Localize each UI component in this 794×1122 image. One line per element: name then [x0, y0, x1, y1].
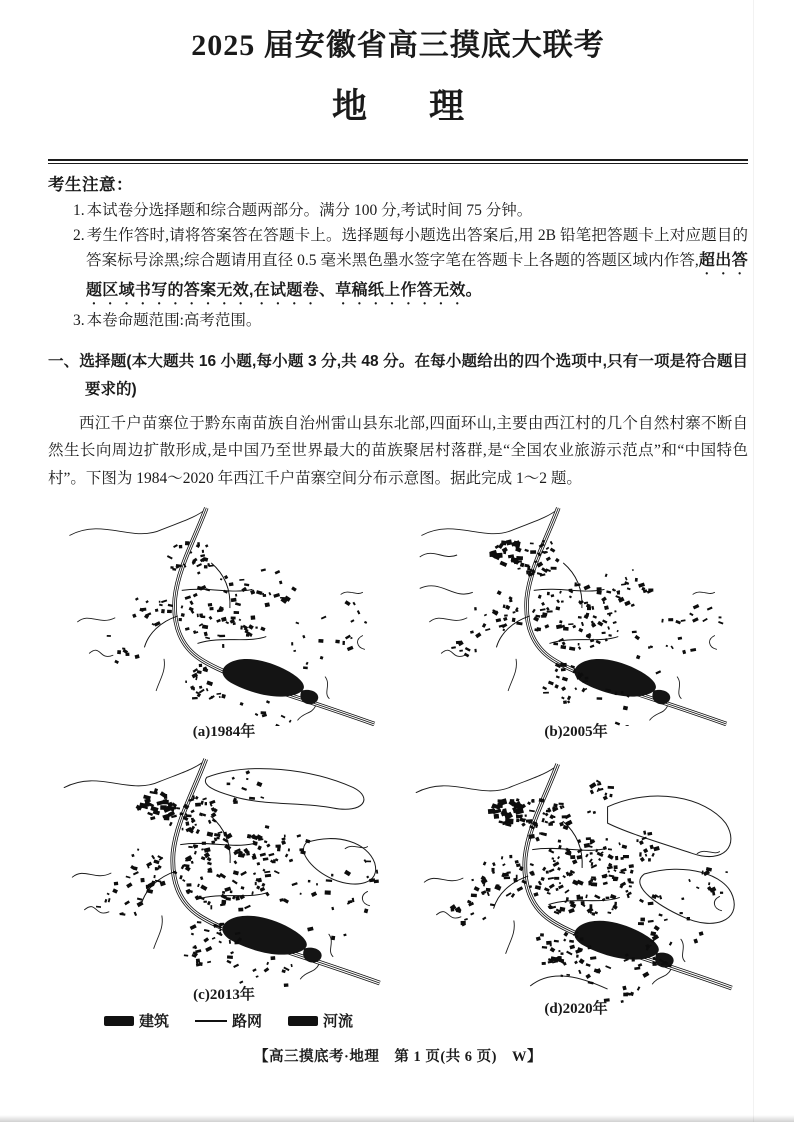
map-caption-1984: (a)1984年	[192, 724, 256, 740]
map-2005-svg	[408, 498, 744, 726]
section-heading: 一、选择题(本大题共 16 小题,每小题 3 分,共 48 分。在每小题给出的四个选项中,只有一项是符合题目要求的)	[48, 352, 748, 398]
map-caption-2005: (b)2005年	[544, 724, 608, 740]
subject-char-right: 理	[429, 87, 465, 126]
exam-title: 2025 届安徽省高三摸底大联考	[191, 29, 605, 62]
map-legend	[104, 1010, 400, 1031]
map-cell-1984	[48, 498, 400, 741]
map-cell-2020	[400, 741, 752, 1031]
subject-title	[48, 88, 748, 127]
notice-item-3-text: 本卷命题范围:高考范围。	[86, 311, 262, 329]
question-passage: 西江千户苗寨位于黔东南苗族自治州雷山县东北部,四面环山,主要由西江村的几个自然村寨不断自然生长向周边扩散形成,是中国乃至世界最大的苗族聚居村落群,是“全国农业旅游示范点”和“中国特色村”。下图为 1984～2020 年西江千户苗寨空间分布示意图。据此完成 1～2 题。	[48, 414, 748, 487]
notice-item-2-text: 考生作答时,请将答案答在答题卡上。选择题每小题选出答案后,用 2B 铅笔把答题卡上对应题目的答案标号涂黑;综合题请用直径 0.5 毫米黑色墨水签字笔在答题卡上各题的答题区域内作答,	[86, 226, 748, 269]
map-grid	[48, 498, 748, 1031]
notice-item-1	[48, 198, 748, 223]
legend-building-label: 建筑	[139, 1013, 170, 1030]
legend-item-road	[195, 1010, 262, 1031]
legend-item-river	[288, 1010, 353, 1031]
page-footer: 【高三摸底考·地理 第 1 页(共 6 页) W】	[254, 1049, 542, 1065]
choice-question-section	[48, 348, 748, 493]
map-cell-2013	[48, 741, 400, 1031]
notice-section	[48, 173, 748, 333]
subject-char-left: 地	[331, 87, 367, 126]
legend-road-label: 路网	[232, 1013, 263, 1030]
building-swatch-icon	[104, 1016, 134, 1026]
map-2020-svg	[408, 741, 744, 1003]
legend-river-label: 河流	[323, 1013, 354, 1030]
map-1984-svg	[56, 498, 392, 726]
notice-item-1-text: 本试卷分选择题和综合题两部分。满分 100 分,考试时间 75 分钟。	[86, 201, 533, 219]
notice-item-2-number: 2.	[73, 226, 85, 244]
notice-item-3	[48, 308, 748, 333]
notice-item-2	[48, 223, 748, 308]
notice-heading: 考生注意：	[48, 175, 133, 194]
notice-item-1-number: 1.	[73, 201, 85, 219]
map-2013-svg	[56, 741, 392, 993]
notice-item-3-number: 3.	[73, 311, 85, 329]
map-caption-2013: (c)2013年	[193, 987, 255, 1003]
notice-item-2-emphasis-text: 超出答题区域书写的答案无效,在试题卷、草稿纸上作答无效。	[86, 251, 748, 299]
map-cell-2005	[400, 498, 752, 741]
river-swatch-icon	[288, 1016, 318, 1026]
map-caption-2020: (d)2020年	[544, 1001, 608, 1017]
road-line-icon	[195, 1020, 227, 1022]
header-divider	[48, 159, 748, 164]
legend-item-building	[104, 1010, 169, 1031]
maps-figure	[48, 498, 748, 1031]
